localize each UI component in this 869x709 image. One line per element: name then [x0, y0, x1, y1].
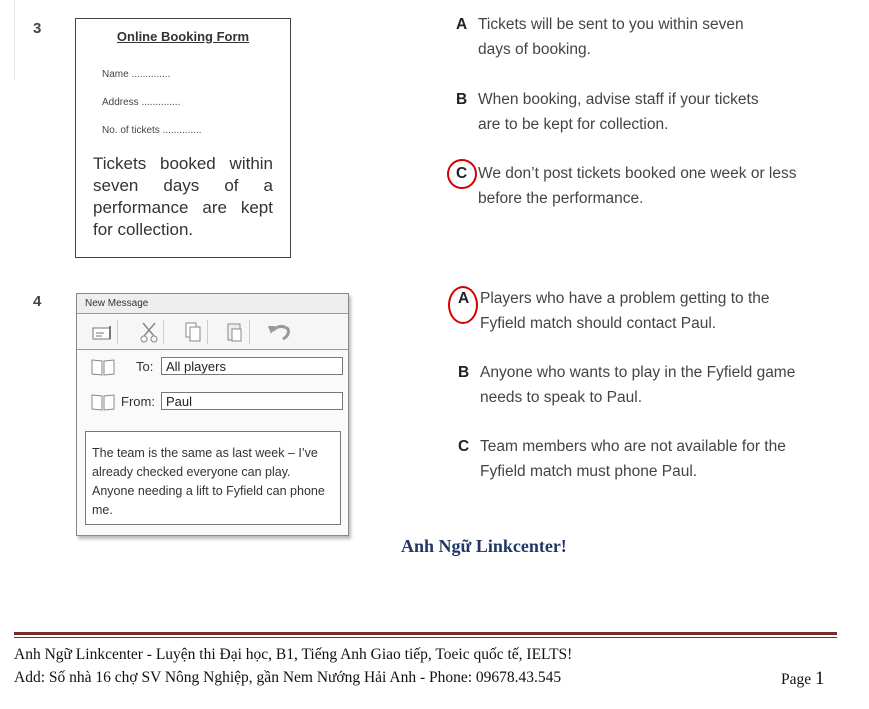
question-4-number: 4 — [33, 293, 42, 310]
brand-text: Anh Ngữ Linkcenter! — [401, 536, 567, 556]
form-field-name: Name .............. — [102, 69, 171, 80]
option-letter: A — [458, 290, 470, 307]
email-body[interactable]: The team is the same as last week – I’ve already checked everyone can play. Anyone needing a lift to Fyfield can phone me. — [85, 431, 341, 525]
page-indicator — [781, 668, 825, 690]
from-field[interactable]: Paul — [161, 392, 343, 410]
cut-icon[interactable] — [135, 320, 164, 344]
booking-form-title: Online Booking Form — [116, 29, 250, 44]
undo-icon[interactable] — [265, 320, 293, 344]
copy-icon[interactable] — [179, 320, 208, 344]
booking-form-notice — [75, 18, 291, 258]
send-icon[interactable] — [89, 320, 118, 344]
q3-option-a[interactable] — [456, 12, 776, 62]
footer-line-2: Add: Số nhà 16 chợ SV Nông Nghiệp, gần Nem Nướng Hải Anh - Phone: 09678.43.545 — [14, 669, 562, 686]
to-label: To: — [136, 359, 154, 374]
option-text: We don’t post tickets booked one week or less before the performance. — [478, 165, 797, 207]
footer-line-1: Anh Ngữ Linkcenter - Luyện thi Đại học, B1, Tiếng Anh Giao tiếp, Toeic quốc tế, IELTS! — [14, 646, 573, 663]
address-book-icon[interactable] — [91, 358, 115, 376]
option-letter: B — [456, 91, 468, 108]
answer-circle-q3 — [447, 159, 477, 189]
from-row — [77, 387, 348, 419]
option-text: Tickets will be sent to you within seven days of booking. — [478, 16, 744, 58]
q3-option-b[interactable] — [456, 87, 776, 137]
option-text: Team members who are not available for the Fyfield match must phone Paul. — [480, 438, 786, 480]
option-text: Players who have a problem getting to the Fyfield match should contact Paul. — [480, 290, 770, 332]
option-letter: C — [458, 438, 470, 455]
email-window — [76, 293, 349, 536]
q4-option-c[interactable] — [458, 434, 788, 484]
page-label: Page — [781, 671, 812, 688]
option-letter: B — [458, 364, 470, 381]
form-field-tickets: No. of tickets .............. — [102, 125, 202, 136]
footer-rule-thick — [14, 632, 837, 635]
to-row — [77, 352, 348, 384]
q4-option-a[interactable] — [458, 286, 778, 336]
option-text: When booking, advise staff if your tickets are to be kept for collection. — [478, 91, 759, 133]
answer-circle-q4 — [448, 286, 478, 324]
form-field-address: Address .............. — [102, 97, 181, 108]
paste-icon[interactable] — [221, 320, 250, 344]
email-toolbar — [77, 315, 348, 350]
q4-option-b[interactable] — [458, 360, 803, 410]
to-field[interactable]: All players — [161, 357, 343, 375]
booking-notice-text: Tickets booked within seven days of a performance are kept for collection. — [93, 154, 273, 239]
q3-option-c[interactable] — [456, 161, 806, 211]
page-number: 1 — [815, 668, 825, 689]
option-letter: A — [456, 16, 468, 33]
email-window-title: New Message — [77, 294, 348, 314]
from-label: From: — [121, 394, 155, 409]
footer-rule-thin — [14, 637, 837, 638]
address-book-icon[interactable] — [91, 393, 115, 411]
option-text: Anyone who wants to play in the Fyfield game needs to speak to Paul. — [480, 364, 796, 406]
option-letter: C — [456, 165, 468, 182]
page-margin-line — [14, 0, 15, 80]
question-3-number: 3 — [33, 20, 42, 37]
